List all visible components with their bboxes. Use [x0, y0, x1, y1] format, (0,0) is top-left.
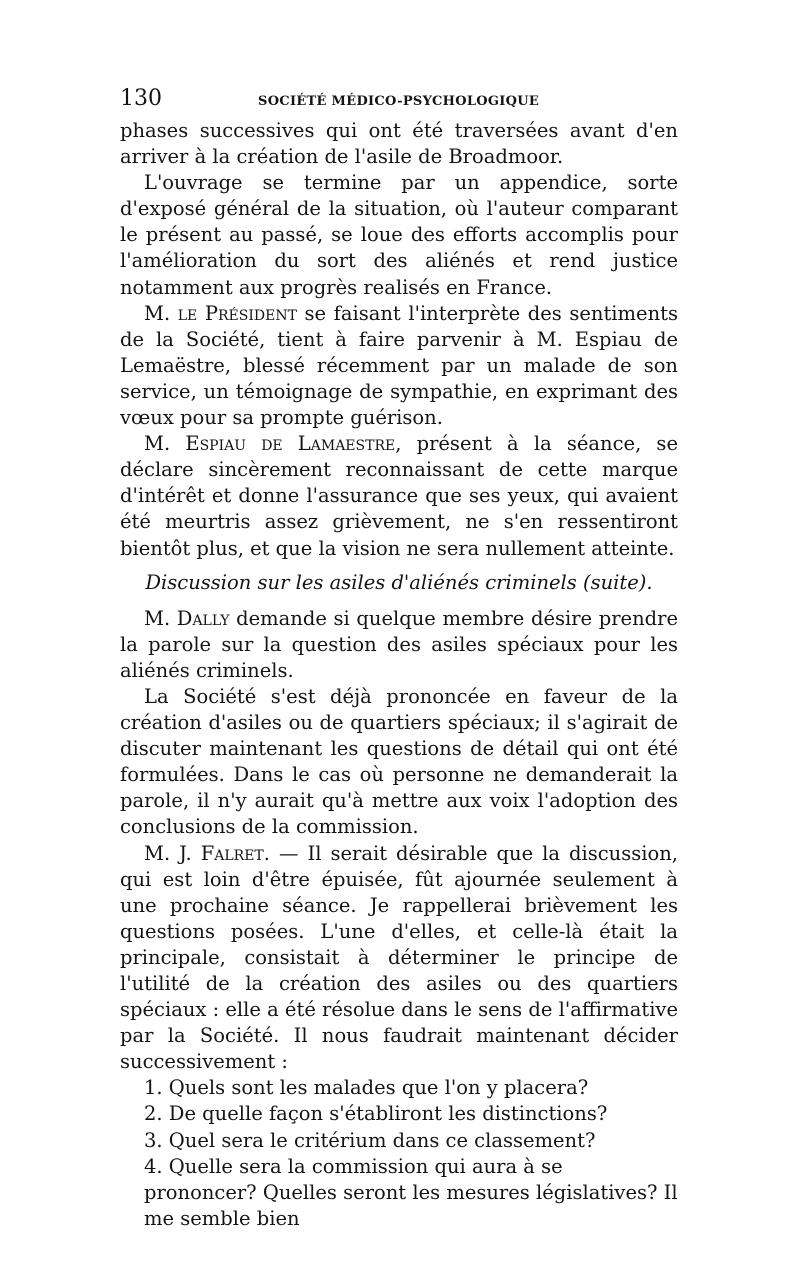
question-item: 2. De quelle façon s'établiront les distinctions?	[144, 1102, 608, 1126]
section-heading: Discussion sur les asiles d'aliénés criminels (suite).	[145, 570, 653, 594]
speaker-dally: M. Dally	[144, 606, 230, 630]
speaker-espiau: M. Espiau de Lamaestre,	[144, 432, 402, 456]
book-page	[120, 86, 678, 1232]
question-item: 4. Quelle sera la commission qui aura à se prononcer? Quelles seront les mesures législatives? Il me semble bien	[144, 1154, 678, 1230]
running-title: SOCIÉTÉ MÉDICO-PSYCHOLOGIQUE	[258, 94, 540, 109]
paragraph-3	[120, 301, 678, 431]
page-number: 130	[120, 86, 162, 111]
question-item: 3. Quel sera le critérium dans ce classement?	[144, 1128, 596, 1152]
speaker-falret: M. J. Falret.	[144, 841, 270, 865]
question-item: 1. Quels sont les malades que l'on y placera?	[144, 1076, 589, 1100]
paragraph-5	[120, 606, 678, 684]
speaker-president: M. le Président	[144, 301, 297, 325]
question-list	[120, 1075, 678, 1232]
paragraph-2: L'ouvrage se termine par un appendice, sorte d'exposé général de la situation, où l'auteur comparant le présent au passé, se loue des efforts accomplis pour l'amélioration du sort des aliénés et rend justice notamment aux progrès realisés en France.	[120, 171, 678, 299]
paragraph-6: La Société s'est déjà prononcée en faveur de la création d'asiles ou de quartiers spéciaux; il s'agirait de discuter maintenant les questions de détail qui ont été formulées. Dans le cas où personne ne demanderait la parole, il n'y aurait qu'à mettre aux voix l'adoption des conclusions de la commission.	[120, 684, 678, 839]
paragraph-3-text: se faisant l'interprète des sentiments de la Société, tient à faire parvenir à M. Espiau de Lemaëstre, blessé récemment par un malade de son service, un témoignage de sympathie, en exprimant des vœux pour sa prompte guérison.	[120, 301, 678, 430]
paragraph-7	[120, 841, 678, 1076]
paragraph-5-text: demande si quelque membre désire prendre la parole sur la question des asiles spéciaux pour les aliénés criminels.	[120, 606, 678, 682]
paragraph-4-text: présent à la séance, se déclare sincèrement reconnaissant de cette marque d'intérêt et donne l'assurance que ses yeux, qui avaient été meurtris assez grièvement, ne s'en ressentiront bientôt plus, et que la vision ne sera nullement atteinte.	[120, 432, 678, 560]
paragraph-4	[120, 431, 678, 561]
paragraph-7-text: — Il serait désirable que la discussion, qui est loin d'être épuisée, fût ajournée seulement à une prochaine séance. Je rappellerai brièvement les questions posées. L'une d'elles, et celle-là était la principale, consistait à déterminer le principe de l'utilité de la création des asiles ou des quartiers spéciaux : elle a été résolue dans le sens de l'affirmative par la Société. Il nous faudrait maintenant décider successivement :	[120, 841, 678, 1074]
paragraph-1: phases successives qui ont été traversées avant d'en arriver à la création de l'asile de Broadmoor.	[120, 119, 678, 169]
page-header	[120, 86, 678, 116]
